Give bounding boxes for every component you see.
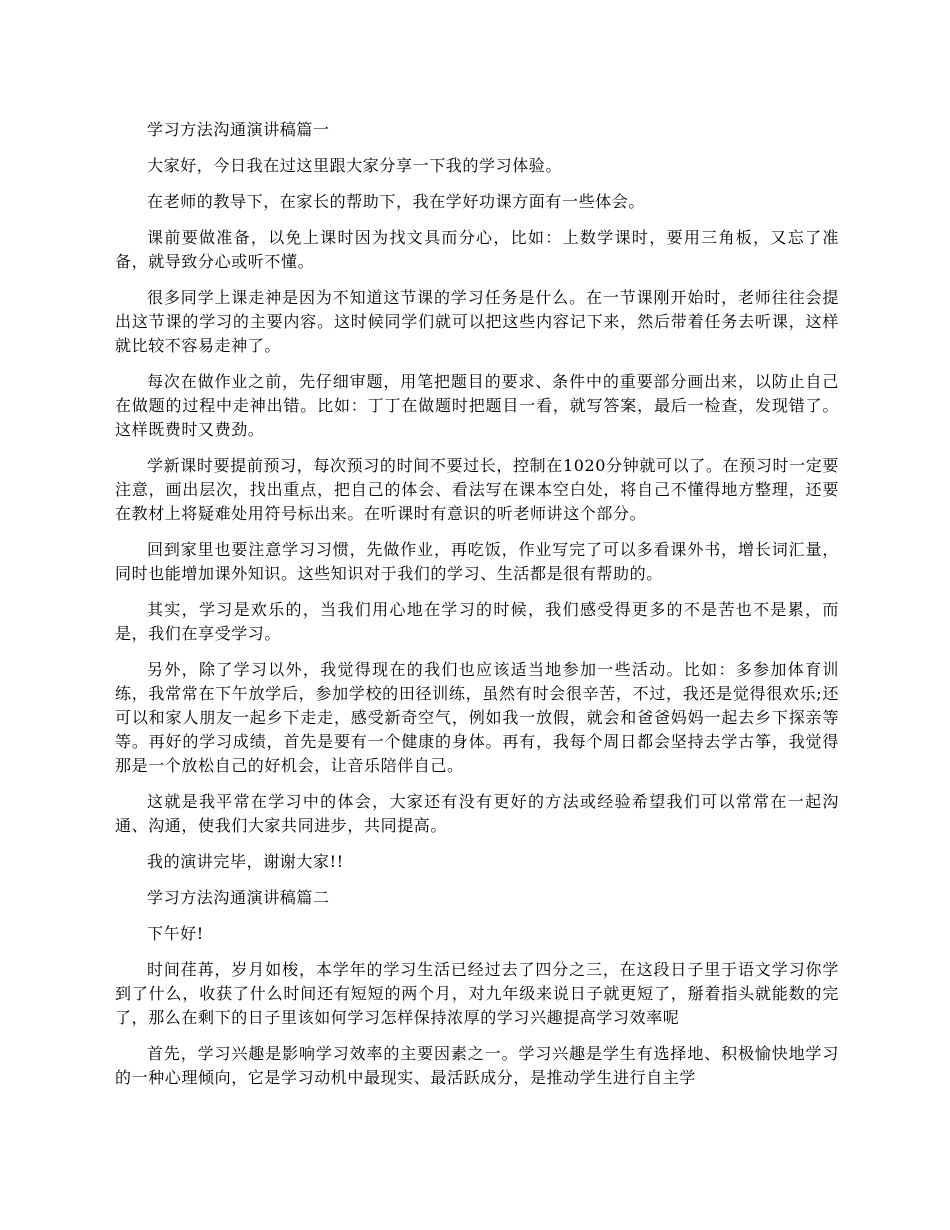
paragraph: 回到家里也要注意学习习惯，先做作业，再吃饭，作业写完了可以多看课外书，增长词汇量，同时也能增加课外知识。这些知识对于我们的学习、生活都是很有帮助的。	[115, 540, 839, 583]
paragraph-closing: 我的演讲完毕，谢谢大家!!	[147, 852, 344, 871]
paragraph: 学新课时要提前预习，每次预习的时间不要过长，控制在1020分钟就可以了。在预习时一定要注意，画出层次，找出重点，把自己的体会、看法写在课本空白处，将自己不懂得地方整理，还要在教材上将疑难处用符号标出来。在听课时有意识的听老师讲这个部分。	[115, 456, 839, 523]
paragraph: 这就是我平常在学习中的体会，大家还有没有更好的方法或经验希望我们可以常常在一起沟通、沟通，使我们大家共同进步，共同提高。	[115, 792, 839, 835]
paragraph: 课前要做准备，以免上课时因为找文具而分心，比如：上数学课时，要用三角板，又忘了准备，就导致分心或听不懂。	[115, 228, 839, 271]
paragraph: 另外，除了学习以外，我觉得现在的我们也应该适当地参加一些活动。比如：多参加体育训练，我常常在下午放学后，参加学校的田径训练，虽然有时会很辛苦，不过，我还是觉得很欢乐;还可以和家人朋友一起乡下走走，感受新奇空气，例如我一放假，就会和爸爸妈妈一起去乡下探亲等等。再好的学习成绩，首先是要有一个健康的身体。再有，我每个周日都会坚持去学古筝，我觉得那是一个放松自己的好机会，让音乐陪伴自己。	[115, 660, 839, 775]
paragraph-greeting: 大家好，今日我在过这里跟大家分享一下我的学习体验。	[147, 156, 563, 175]
document-body	[115, 118, 839, 1102]
paragraph: 首先，学习兴趣是影响学习效率的主要因素之一。学习兴趣是学生有选择地、积极愉快地学习的一种心理倾向，它是学习动机中最现实、最活跃成分，是推动学生进行自主学	[115, 1044, 839, 1087]
section-heading-2: 学习方法沟通演讲稿篇二	[147, 888, 330, 907]
paragraph: 其实，学习是欢乐的，当我们用心地在学习的时候，我们感受得更多的不是苦也不是累，而是，我们在享受学习。	[115, 600, 839, 643]
paragraph-greeting: 下午好!	[147, 924, 204, 943]
paragraph: 在老师的教导下，在家长的帮助下，我在学好功课方面有一些体会。	[147, 192, 646, 211]
paragraph: 每次在做作业之前，先仔细审题，用笔把题目的要求、条件中的重要部分画出来，以防止自己在做题的过程中走神出错。比如：丁丁在做题时把题目一看，就写答案，最后一检查，发现错了。这样既费时又费劲。	[115, 372, 839, 439]
paragraph: 时间荏苒，岁月如梭，本学年的学习生活已经过去了四分之三，在这段日子里于语文学习你学到了什么，收获了什么时间还有短短的两个月，对九年级来说日子就更短了，掰着指头就能数的完了，那么在剩下的日子里该如何学习怎样保持浓厚的学习兴趣提高学习效率呢	[115, 960, 839, 1027]
section-heading-1: 学习方法沟通演讲稿篇一	[147, 120, 330, 139]
paragraph: 很多同学上课走神是因为不知道这节课的学习任务是什么。在一节课刚开始时，老师往往会提出这节课的学习的主要内容。这时候同学们就可以把这些内容记下来，然后带着任务去听课，这样就比较不容易走神了。	[115, 288, 839, 355]
